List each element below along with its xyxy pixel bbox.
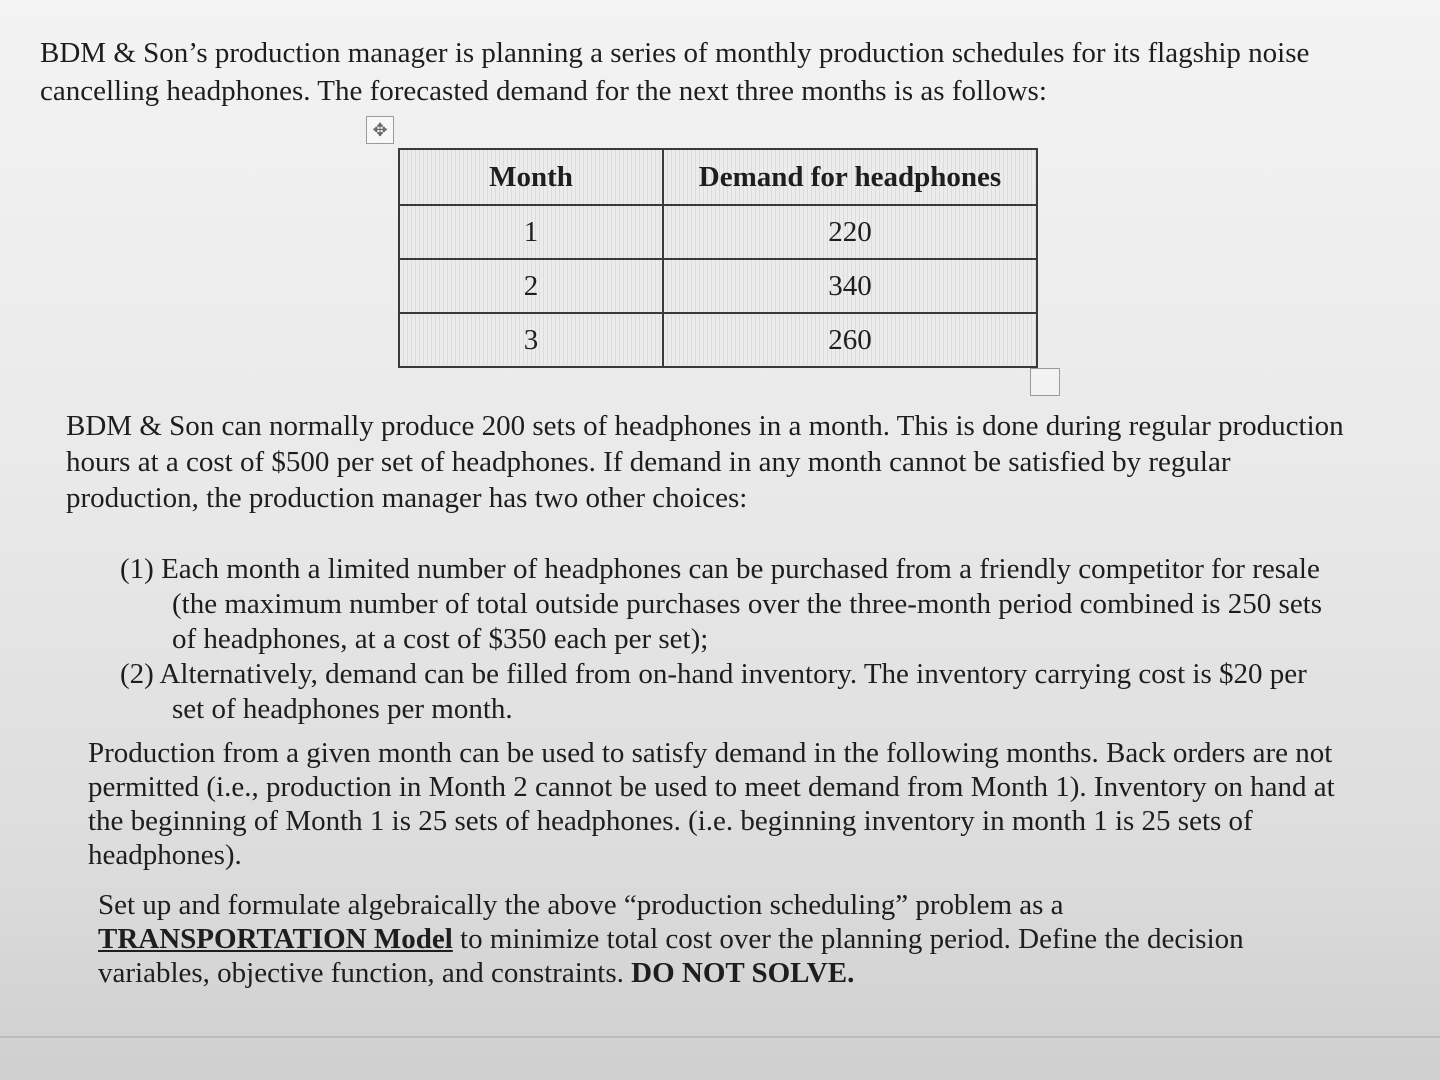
intro-paragraph: BDM & Son’s production manager is planning a series of monthly production schedules for its flagship noise cancelling headphones. The forecasted demand for the next three months is as follows: bbox=[40, 37, 1310, 107]
transportation-model-text: TRANSPORTATION Model bbox=[98, 923, 453, 955]
column-header-month: Month bbox=[399, 149, 663, 205]
table-move-handle-icon[interactable]: ✥ bbox=[366, 116, 394, 144]
list-item: (2) Alternatively, demand can be filled from on-hand inventory. The inventory carrying cost is $20 per set of headphones per month. bbox=[120, 658, 1307, 725]
column-header-demand: Demand for headphones bbox=[663, 149, 1037, 205]
table-header-row bbox=[399, 149, 1037, 205]
table-row bbox=[399, 313, 1037, 367]
table-row bbox=[399, 259, 1037, 313]
demand-cell: 220 bbox=[663, 205, 1037, 259]
task-text-start: Set up and formulate algebraically the above “production scheduling” problem as a bbox=[98, 889, 1064, 921]
month-cell: 2 bbox=[399, 259, 663, 313]
backorder-paragraph: Production from a given month can be used to satisfy demand in the following months. Back orders are not permitted (i.e., production in Month 2 cannot be used to meet demand from Month 1). Inventory on hand at the beginning of Month 1 is 25 sets of headphones. (i.e. beginning inventory in month 1 is 25 sets of headphones). bbox=[88, 737, 1335, 871]
demand-cell: 260 bbox=[663, 313, 1037, 367]
do-not-solve-text: DO NOT SOLVE. bbox=[631, 957, 855, 989]
page-divider bbox=[0, 1036, 1440, 1038]
list-item: (1) Each month a limited number of headphones can be purchased from a friendly competitor for resale (the maximum number of total outside purchases over the three-month period combined is 250 sets of headphones, at a cost of $350 each per set); bbox=[120, 553, 1323, 655]
demand-table bbox=[398, 148, 1038, 368]
table-resize-handle-icon[interactable] bbox=[1030, 368, 1060, 396]
choices-list bbox=[120, 552, 1340, 727]
production-paragraph: BDM & Son can normally produce 200 sets of headphones in a month. This is done during regular production hours at a cost of $500 per set of headphones. If demand in any month cannot be satisfied by regular production, the production manager has two other choices: bbox=[66, 410, 1344, 514]
task-paragraph bbox=[98, 888, 1298, 990]
demand-cell: 340 bbox=[663, 259, 1037, 313]
task-text-middle: to minimize total cost over the planning period. Define the decision variables, objective function, and constraints. bbox=[98, 923, 1244, 989]
month-cell: 1 bbox=[399, 205, 663, 259]
table-row bbox=[399, 205, 1037, 259]
month-cell: 3 bbox=[399, 313, 663, 367]
